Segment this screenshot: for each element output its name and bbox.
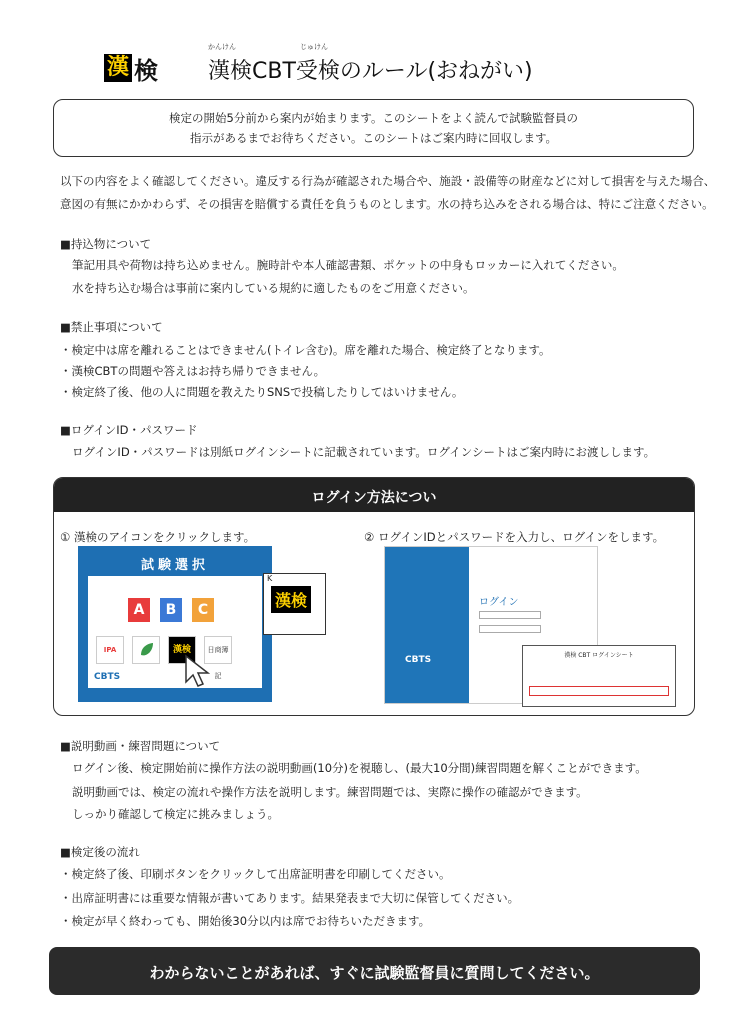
- prohibited-line-1: ・検定中は席を離れることはできません(トイレ含む)。席を離れた場合、検定終了となります。: [60, 343, 551, 357]
- notice-line-2: 指示があるまでお待ちください。このシートはご案内時に回収します。: [189, 131, 558, 145]
- login-id-field[interactable]: [479, 611, 541, 619]
- exam-select-panel: [88, 576, 262, 688]
- tile-c[interactable]: C: [192, 598, 214, 622]
- logo-kan-mark: 漢: [104, 54, 132, 82]
- guide-step-2: ② ログインIDとパスワードを入力し、ログインをします。: [364, 530, 665, 544]
- video-heading: ■説明動画・練習問題について: [60, 739, 221, 753]
- after-heading: ■検定後の流れ: [60, 845, 140, 859]
- prohibited-line-3: ・検定終了後、他の人に問題を教えたりSNSで投稿したりしてはいけません。: [60, 385, 464, 399]
- kanken-app-icon[interactable]: 漢検: [168, 636, 196, 664]
- login-sheet-image: [522, 645, 676, 707]
- login-sheet-title: 漢検 CBT ログインシート: [564, 652, 634, 659]
- after-line-2: ・出席証明書には重要な情報が書いてあります。結果発表まで大切に保管してください。: [60, 891, 520, 905]
- after-line-1: ・検定終了後、印刷ボタンをクリックして出席証明書を印刷してください。: [60, 867, 451, 881]
- intro-line-1: 以下の内容をよく確認してください。違反する行為が確認された場合や、施設・設備等の財産などに対して損害を与えた場合、: [60, 174, 716, 188]
- tile-a[interactable]: A: [128, 598, 150, 622]
- video-line-1: ログイン後、検定開始前に操作方法の説明動画(10分)を視聴し、(最大10分間)練習問題を解くことができます。: [72, 761, 647, 775]
- mouse-cursor-icon: [184, 654, 210, 688]
- belongings-heading: ■持込物について: [60, 237, 152, 251]
- logo-ken-text: 検: [134, 56, 159, 85]
- prohibited-heading: ■禁止事項について: [60, 320, 163, 334]
- guide-step-1: ① 漢検のアイコンをクリックします。: [60, 530, 256, 544]
- title-ruby-juken: じゅけん: [300, 43, 328, 51]
- intro-line-2: 意図の有無にかかわらず、その損害を賠償する責任を負うものとします。水の持ち込みをされる場合は、特にご注意ください。: [60, 197, 714, 211]
- video-line-3: しっかり確認して検定に挑みましょう。: [72, 807, 279, 821]
- nissho-boki-icon[interactable]: 日商簿記: [204, 636, 232, 664]
- belongings-line-1: 筆記用具や荷物は持ち込めません。腕時計や本人確認書類、ポケットの中身もロッカーに入れてください。: [72, 258, 624, 272]
- tile-b[interactable]: B: [160, 598, 182, 622]
- cbts-logo: CBTS: [94, 672, 121, 682]
- exam-select-title: 試験選択: [140, 558, 209, 573]
- login-screen-sidebar: [385, 547, 469, 703]
- prohibited-line-2: ・漢検CBTの問題や答えはお持ち帰りできません。: [60, 364, 326, 378]
- password-field[interactable]: [479, 625, 541, 633]
- title-ruby-kanken: かんけん: [208, 43, 236, 51]
- notice-box: [53, 99, 694, 157]
- login-cbts-logo: CBTS: [405, 655, 432, 665]
- login-heading: ■ログインID・パスワード: [60, 423, 198, 437]
- kanken-logo: [104, 50, 194, 86]
- footer-banner: わからないことがあれば、すぐに試験監督員に質問してください。: [49, 947, 700, 995]
- ipa-icon[interactable]: IPA: [96, 636, 124, 664]
- after-line-3: ・検定が早く終わっても、開始後30分以内は席でお待ちいただきます。: [60, 914, 431, 928]
- login-line-1: ログインID・パスワードは別紙ログインシートに記載されています。ログインシートはご案内時にお渡しします。: [72, 445, 656, 459]
- zoom-kanken-icon[interactable]: 漢検: [271, 586, 311, 613]
- login-sheet-highlight: [529, 686, 669, 696]
- login-guide-title: ログイン方法につい: [54, 478, 694, 512]
- video-line-2: 説明動画では、検定の流れや操作方法を説明します。練習問題では、実際に操作の確認ができます。: [72, 785, 588, 799]
- belongings-line-2: 水を持ち込む場合は事前に案内している規約に適したものをご用意ください。: [72, 281, 475, 295]
- page-title: 漢検CBT受検のルール(おねがい): [208, 59, 533, 84]
- login-form-title: ログイン: [479, 597, 519, 608]
- exam-select-screenshot: [78, 546, 272, 702]
- zoom-label: K: [267, 574, 273, 583]
- zoom-callout: [263, 573, 326, 635]
- leaf-icon[interactable]: [132, 636, 160, 664]
- notice-line-1: 検定の開始5分前から案内が始まります。このシートをよく読んで試験監督員の: [169, 111, 578, 125]
